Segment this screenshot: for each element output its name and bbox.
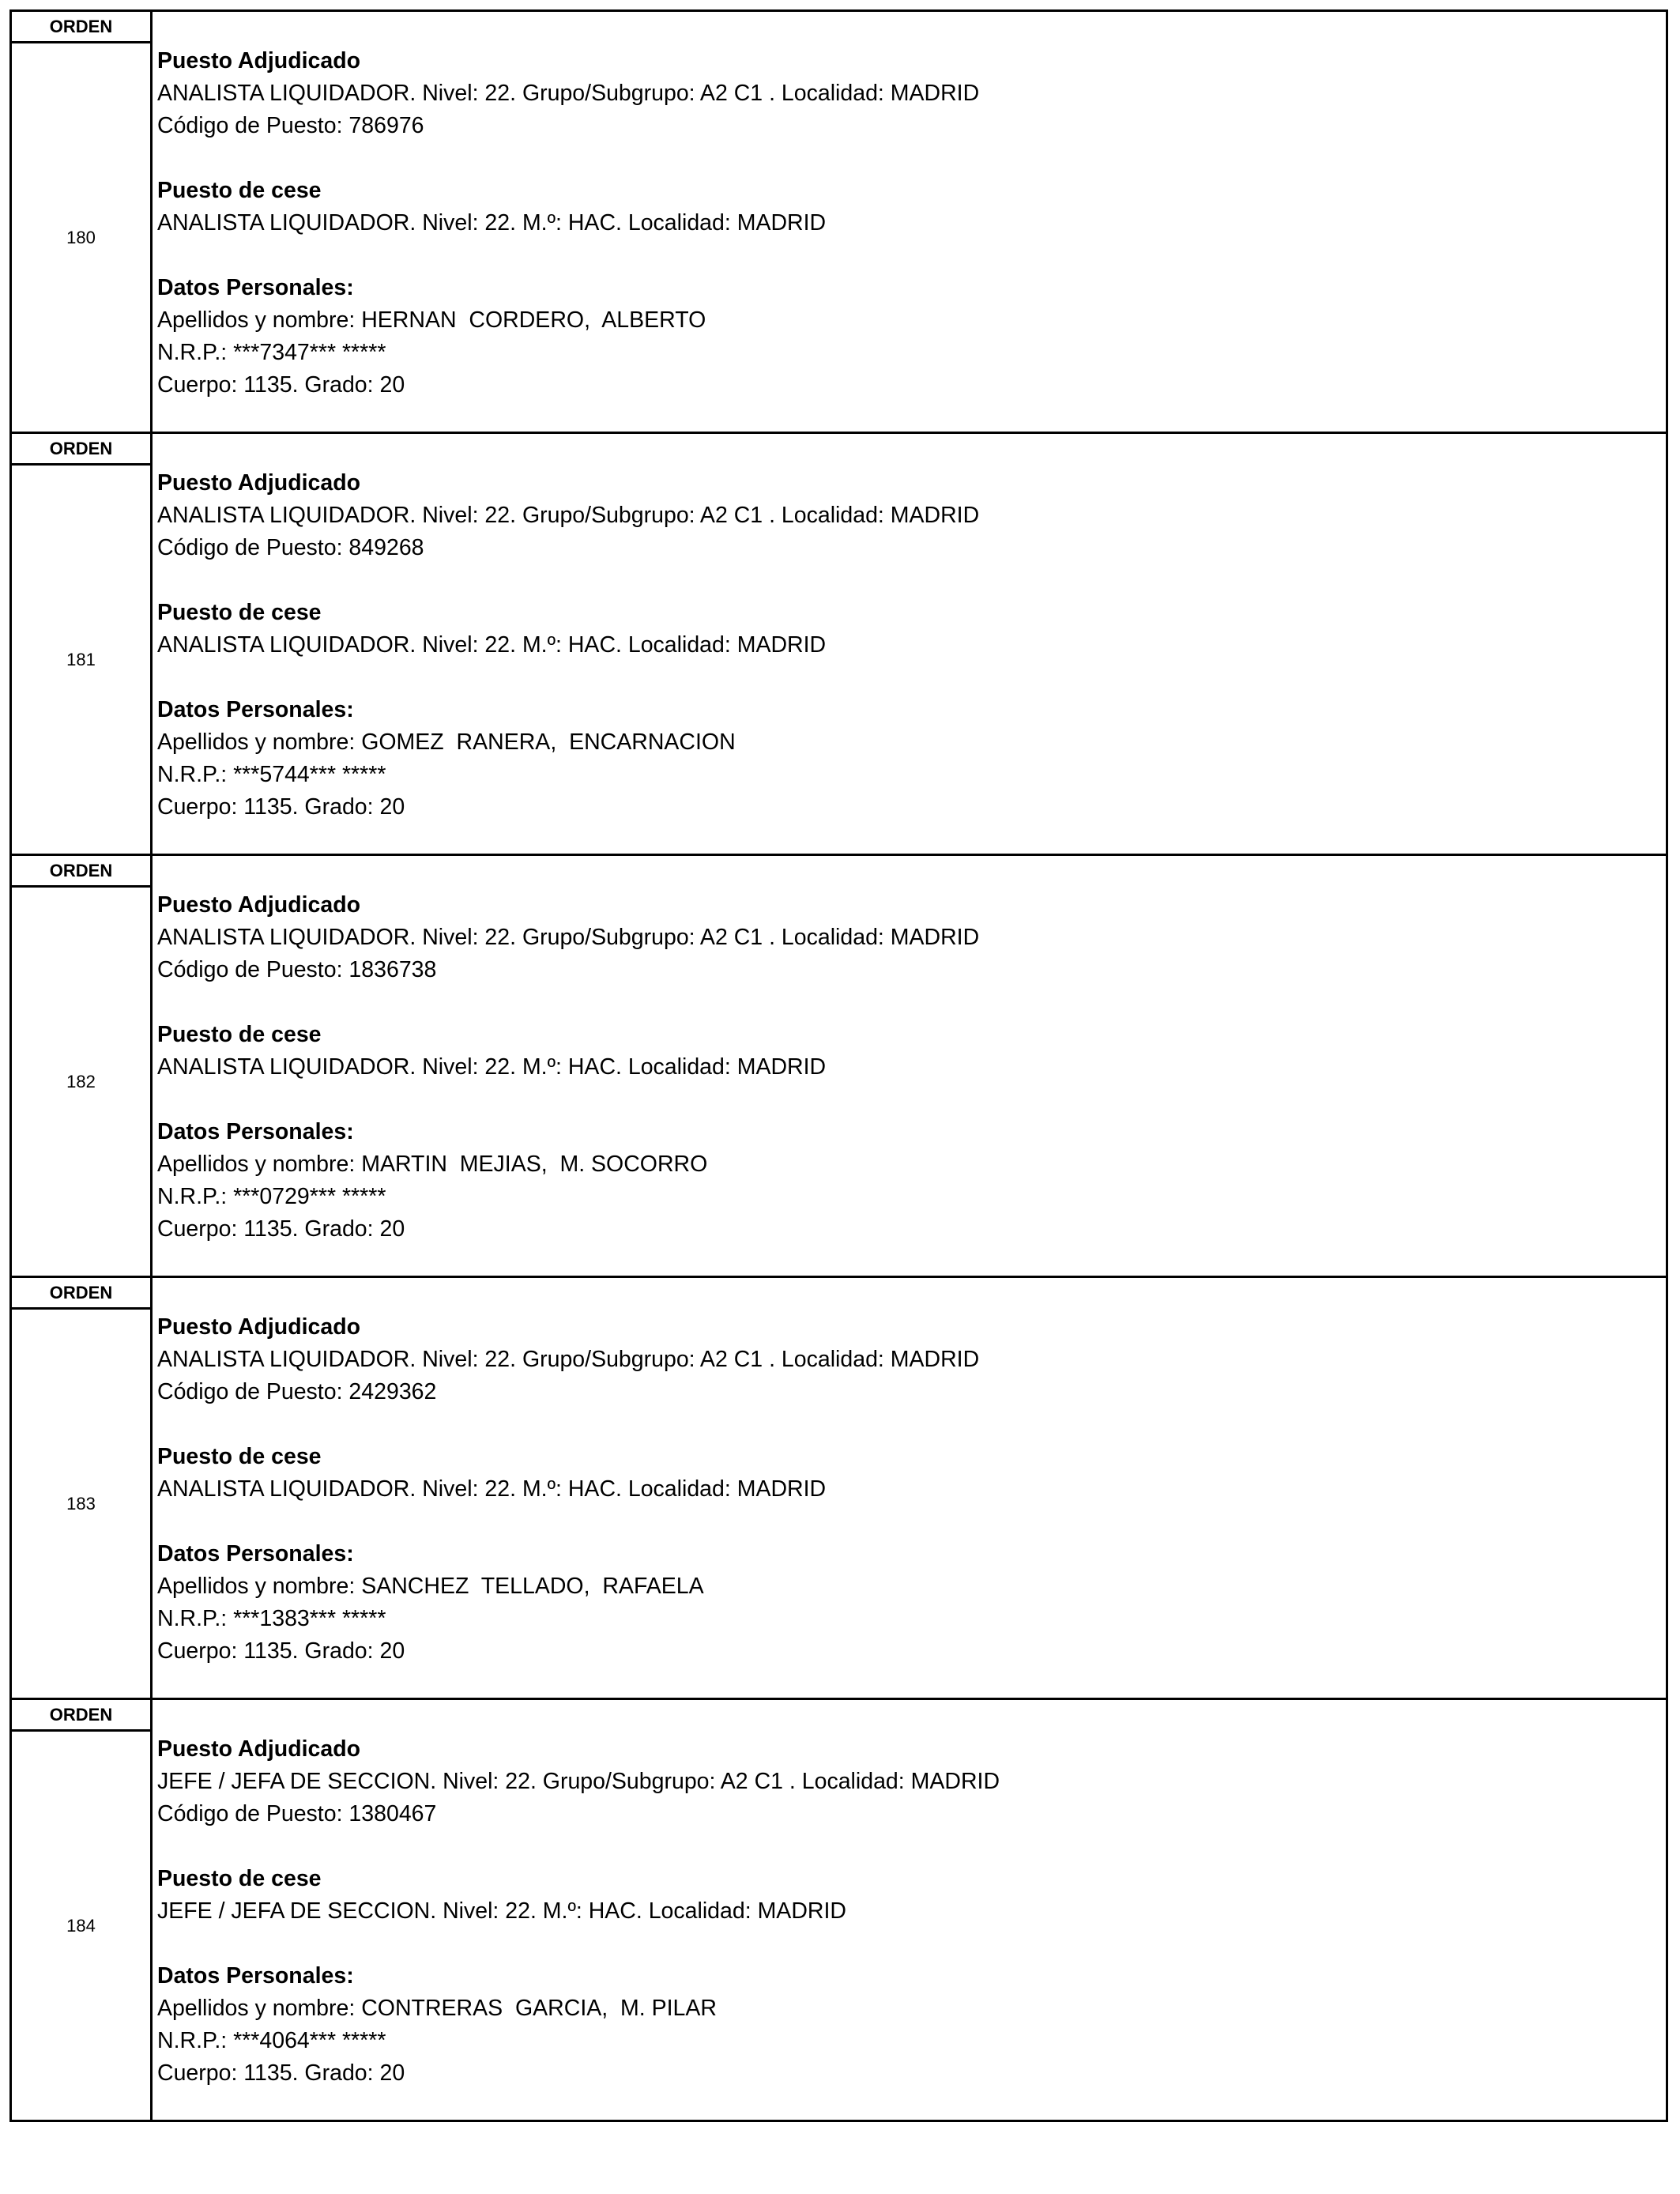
record-content — [153, 1700, 1666, 2120]
nrp: N.R.P.: ***1383*** ***** — [157, 1606, 386, 1631]
puesto-cese-heading: Puesto de cese — [157, 1022, 322, 1047]
nrp: N.R.P.: ***7347*** ***** — [157, 340, 386, 365]
spacer — [157, 1830, 1666, 1863]
datos-personales-heading: Datos Personales: — [157, 697, 354, 722]
record-row — [12, 12, 1666, 434]
orden-label: ORDEN — [12, 856, 150, 888]
orden-number: 181 — [66, 649, 96, 669]
orden-label: ORDEN — [12, 1700, 150, 1732]
datos-personales-heading: Datos Personales: — [157, 1541, 354, 1566]
codigo-puesto: Código de Puesto: 2429362 — [157, 1379, 437, 1404]
record-row — [12, 1278, 1666, 1700]
record-content — [153, 856, 1666, 1276]
orden-column — [12, 1278, 153, 1698]
puesto-adjudicado-heading: Puesto Adjudicado — [157, 1736, 361, 1762]
records-table — [9, 9, 1668, 2122]
puesto-cese-heading: Puesto de cese — [157, 600, 322, 625]
datos-personales-heading: Datos Personales: — [157, 275, 354, 300]
record-content — [153, 12, 1666, 432]
apellidos-nombre: Apellidos y nombre: CONTRERAS GARCIA, M. PILAR — [157, 1996, 717, 2021]
codigo-puesto: Código de Puesto: 1380467 — [157, 1801, 437, 1826]
spacer — [157, 1506, 1666, 1538]
orden-label: ORDEN — [12, 434, 150, 466]
orden-number: 182 — [66, 1071, 96, 1091]
puesto-adjudicado-desc: ANALISTA LIQUIDADOR. Nivel: 22. Grupo/Subgrupo: A2 C1 . Localidad: MADRID — [157, 925, 980, 950]
orden-label: ORDEN — [12, 1278, 150, 1310]
apellidos-nombre: Apellidos y nombre: SANCHEZ TELLADO, RAFAELA — [157, 1574, 704, 1599]
puesto-adjudicado-heading: Puesto Adjudicado — [157, 48, 361, 74]
spacer — [157, 1408, 1666, 1441]
spacer — [157, 1928, 1666, 1960]
puesto-adjudicado-heading: Puesto Adjudicado — [157, 470, 361, 496]
puesto-cese-desc: JEFE / JEFA DE SECCION. Nivel: 22. M.º: HAC. Localidad: MADRID — [157, 1898, 846, 1924]
spacer — [157, 564, 1666, 597]
spacer — [157, 239, 1666, 272]
orden-column — [12, 434, 153, 854]
record-row — [12, 1700, 1666, 2122]
puesto-adjudicado-desc: ANALISTA LIQUIDADOR. Nivel: 22. Grupo/Subgrupo: A2 C1 . Localidad: MADRID — [157, 503, 980, 528]
puesto-adjudicado-desc: ANALISTA LIQUIDADOR. Nivel: 22. Grupo/Subgrupo: A2 C1 . Localidad: MADRID — [157, 1347, 980, 1372]
record-row — [12, 856, 1666, 1278]
orden-number: 184 — [66, 1915, 96, 1936]
puesto-cese-desc: ANALISTA LIQUIDADOR. Nivel: 22. M.º: HAC. Localidad: MADRID — [157, 632, 827, 658]
record-content — [153, 1278, 1666, 1698]
orden-number: 180 — [66, 227, 96, 247]
puesto-cese-heading: Puesto de cese — [157, 1866, 322, 1891]
record-content — [153, 434, 1666, 854]
cuerpo-grado: Cuerpo: 1135. Grado: 20 — [157, 1216, 405, 1242]
nrp: N.R.P.: ***5744*** ***** — [157, 762, 386, 787]
puesto-cese-desc: ANALISTA LIQUIDADOR. Nivel: 22. M.º: HAC. Localidad: MADRID — [157, 1054, 827, 1080]
cuerpo-grado: Cuerpo: 1135. Grado: 20 — [157, 372, 405, 398]
orden-label: ORDEN — [12, 12, 150, 43]
cuerpo-grado: Cuerpo: 1135. Grado: 20 — [157, 794, 405, 820]
nrp: N.R.P.: ***0729*** ***** — [157, 1184, 386, 1209]
spacer — [157, 986, 1666, 1019]
orden-column — [12, 12, 153, 432]
codigo-puesto: Código de Puesto: 849268 — [157, 535, 424, 560]
puesto-adjudicado-desc: ANALISTA LIQUIDADOR. Nivel: 22. Grupo/Subgrupo: A2 C1 . Localidad: MADRID — [157, 81, 980, 106]
cuerpo-grado: Cuerpo: 1135. Grado: 20 — [157, 1638, 405, 1664]
cuerpo-grado: Cuerpo: 1135. Grado: 20 — [157, 2060, 405, 2086]
spacer — [157, 142, 1666, 175]
datos-personales-heading: Datos Personales: — [157, 1963, 354, 1989]
puesto-cese-desc: ANALISTA LIQUIDADOR. Nivel: 22. M.º: HAC. Localidad: MADRID — [157, 1476, 827, 1502]
puesto-cese-heading: Puesto de cese — [157, 178, 322, 203]
puesto-adjudicado-desc: JEFE / JEFA DE SECCION. Nivel: 22. Grupo/Subgrupo: A2 C1 . Localidad: MADRID — [157, 1769, 1000, 1794]
codigo-puesto: Código de Puesto: 786976 — [157, 113, 424, 138]
datos-personales-heading: Datos Personales: — [157, 1119, 354, 1144]
record-row — [12, 434, 1666, 856]
orden-column — [12, 1700, 153, 2120]
orden-column — [12, 856, 153, 1276]
apellidos-nombre: Apellidos y nombre: HERNAN CORDERO, ALBERTO — [157, 307, 706, 333]
codigo-puesto: Código de Puesto: 1836738 — [157, 957, 437, 982]
spacer — [157, 662, 1666, 694]
puesto-cese-heading: Puesto de cese — [157, 1444, 322, 1469]
apellidos-nombre: Apellidos y nombre: GOMEZ RANERA, ENCARNACION — [157, 729, 736, 755]
puesto-cese-desc: ANALISTA LIQUIDADOR. Nivel: 22. M.º: HAC. Localidad: MADRID — [157, 210, 827, 236]
apellidos-nombre: Apellidos y nombre: MARTIN MEJIAS, M. SOCORRO — [157, 1152, 708, 1177]
nrp: N.R.P.: ***4064*** ***** — [157, 2028, 386, 2053]
puesto-adjudicado-heading: Puesto Adjudicado — [157, 892, 361, 918]
puesto-adjudicado-heading: Puesto Adjudicado — [157, 1314, 361, 1340]
orden-number: 183 — [66, 1493, 96, 1514]
spacer — [157, 1084, 1666, 1116]
